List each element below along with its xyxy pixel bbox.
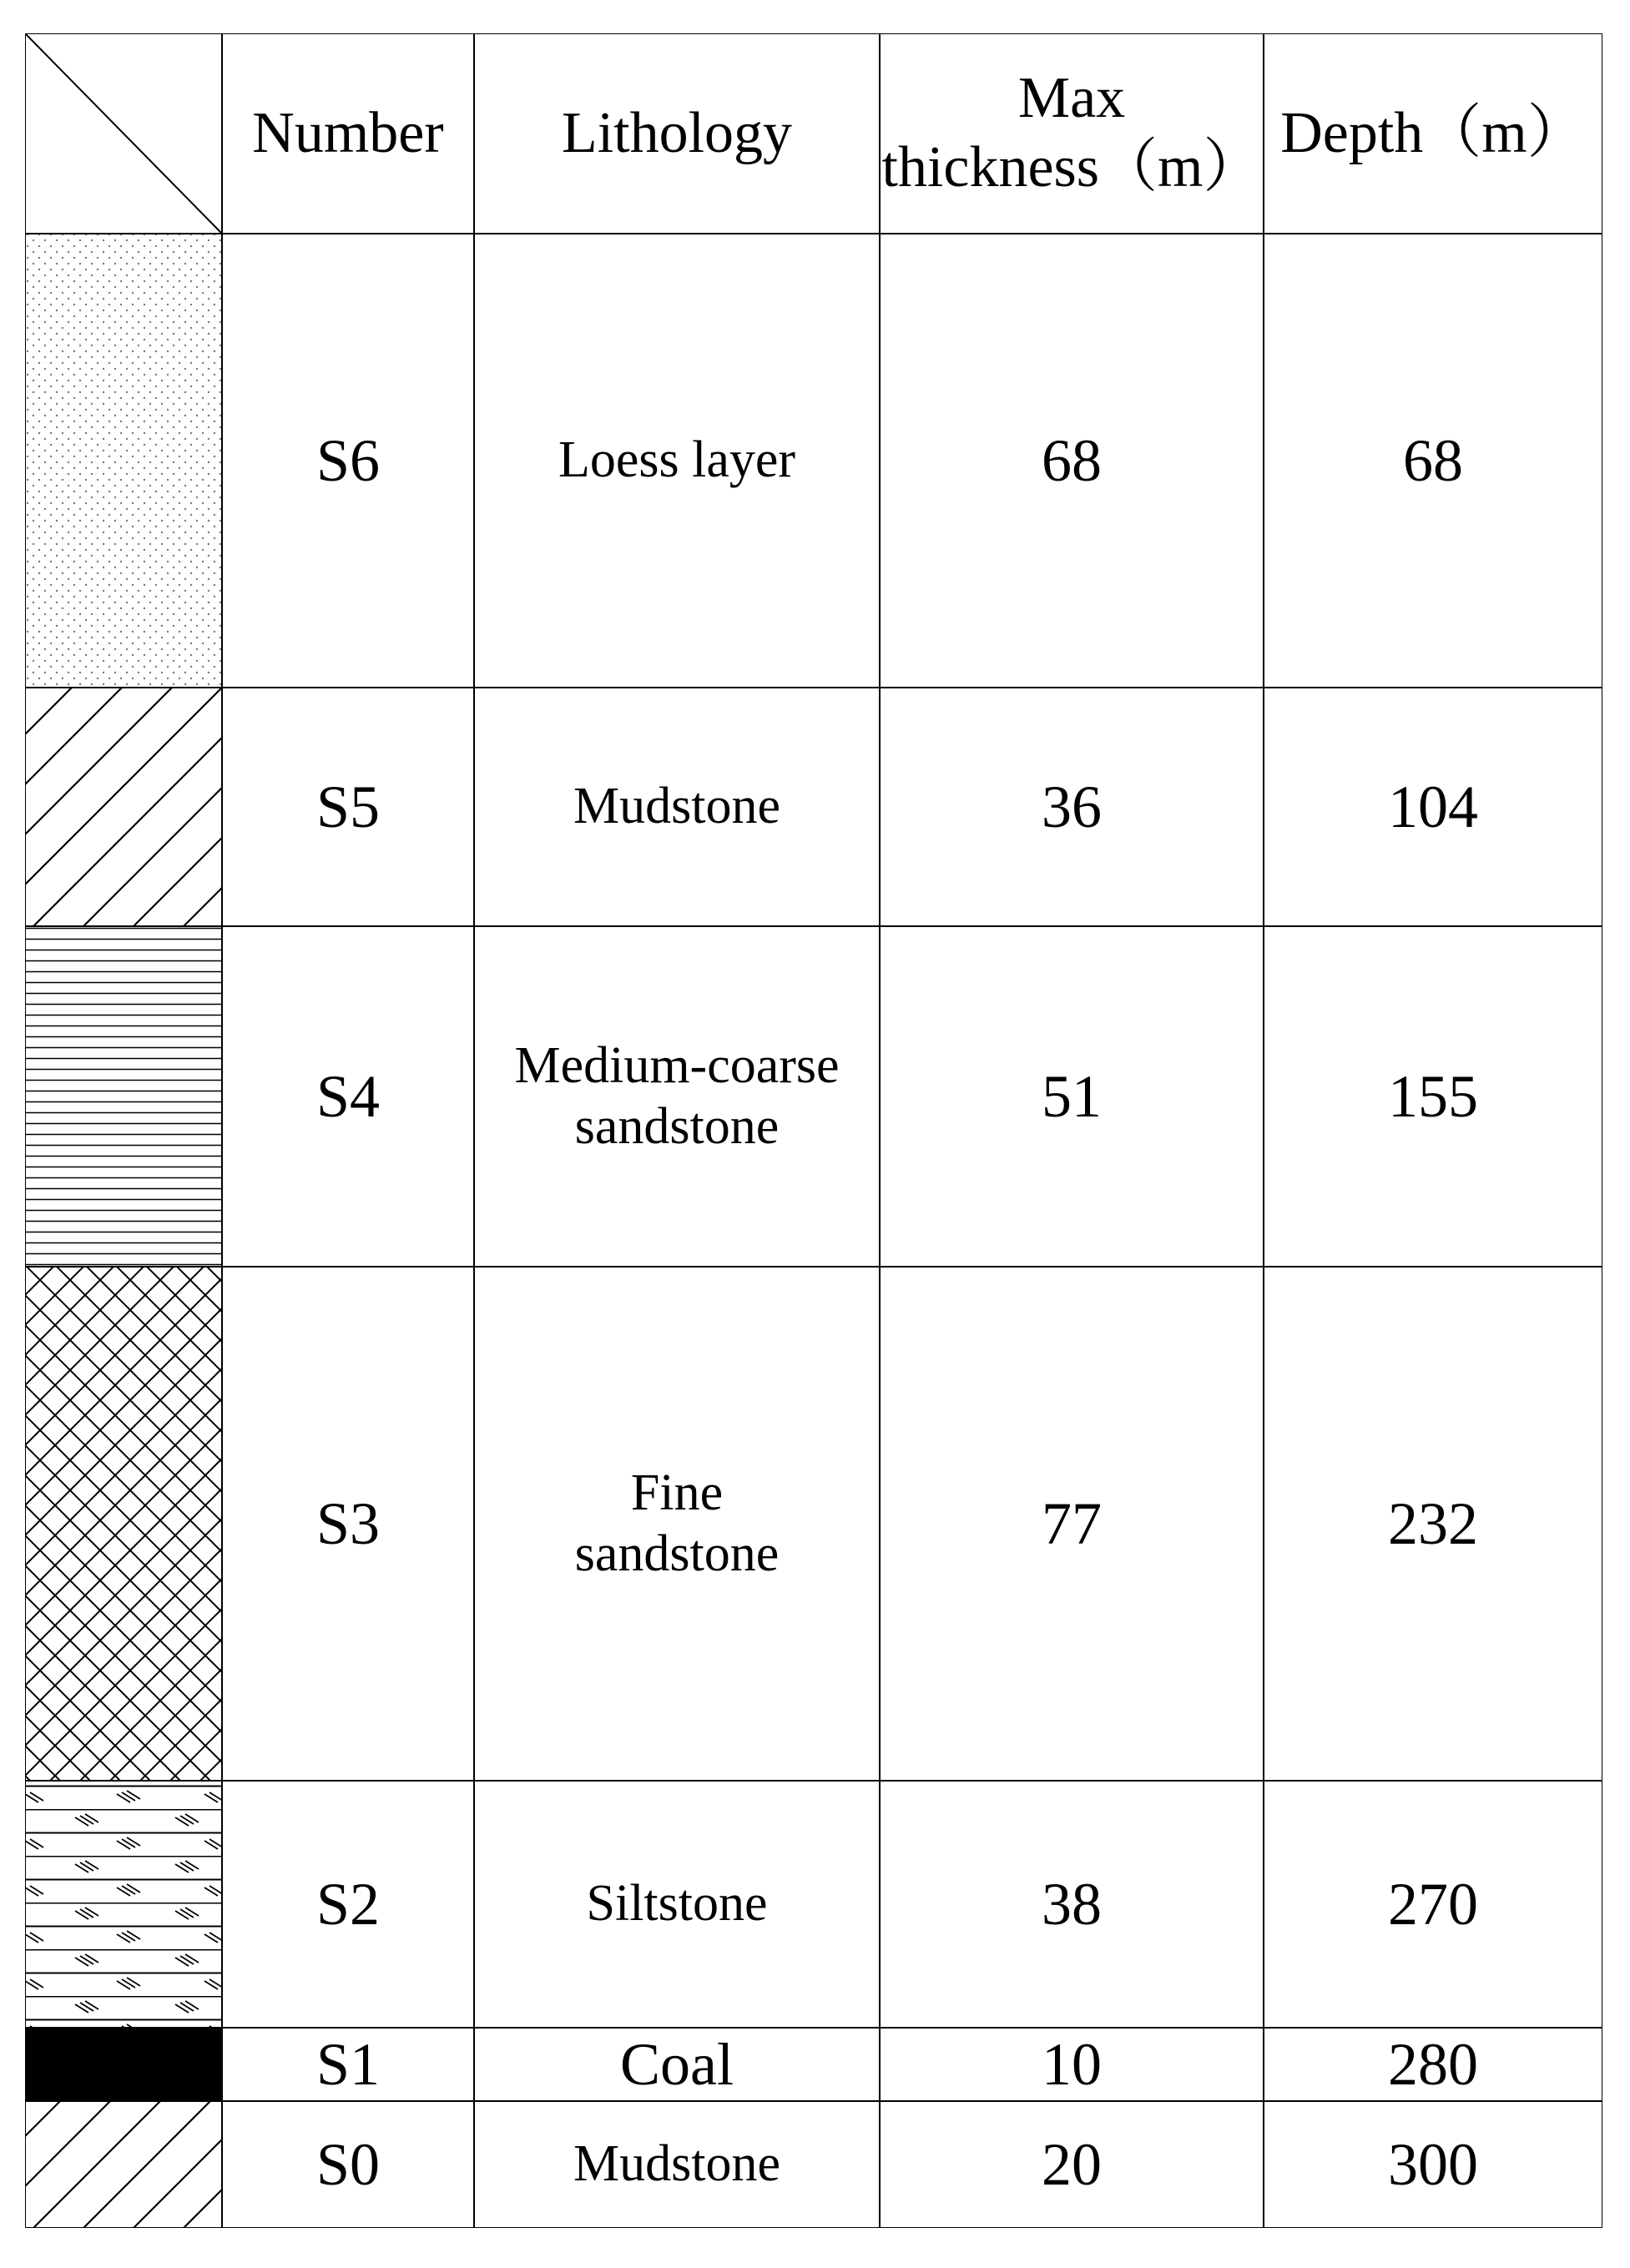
lithology-pattern-s1 xyxy=(25,2028,222,2101)
lithology-pattern-s5 xyxy=(25,688,222,926)
row-max-thickness: 20 xyxy=(1042,2130,1102,2198)
row-max-thickness: 68 xyxy=(1042,426,1102,494)
row-lithology: Fine sandstone xyxy=(574,1464,780,1582)
row-number: S4 xyxy=(315,1062,381,1130)
row-lithology: Siltstone xyxy=(586,1875,768,1933)
lithology-pattern-s0 xyxy=(25,2101,222,2228)
header-depth: Depth（m） xyxy=(1280,100,1586,165)
row-depth: 270 xyxy=(1388,1870,1478,1938)
row-number: S6 xyxy=(315,426,381,494)
row-lithology: Medium-coarse sandstone xyxy=(514,1036,840,1155)
header-diagonal-line xyxy=(25,33,222,234)
row-depth: 68 xyxy=(1403,426,1463,494)
header-max-thickness: Max thickness（m） xyxy=(881,66,1262,199)
row-max-thickness: 10 xyxy=(1042,2030,1102,2098)
row-max-thickness: 51 xyxy=(1042,1062,1102,1130)
row-number: S3 xyxy=(315,1489,381,1557)
row-max-thickness: 36 xyxy=(1042,773,1102,840)
row-lithology: Coal xyxy=(620,2030,734,2098)
row-lithology: Mudstone xyxy=(573,778,780,835)
row-lithology: Loess layer xyxy=(558,431,796,489)
row-depth: 300 xyxy=(1388,2130,1478,2198)
header-lithology: Lithology xyxy=(561,100,793,165)
row-lithology: Mudstone xyxy=(573,2135,780,2193)
lithology-pattern-s3 xyxy=(25,1267,222,1781)
lithology-pattern-s2 xyxy=(25,1781,222,2028)
row-number: S2 xyxy=(315,1870,381,1938)
header-number: Number xyxy=(252,100,444,165)
row-max-thickness: 38 xyxy=(1042,1870,1102,1938)
row-number: S1 xyxy=(315,2030,381,2098)
row-depth: 280 xyxy=(1388,2030,1478,2098)
row-number: S5 xyxy=(315,773,381,840)
row-max-thickness: 77 xyxy=(1042,1489,1102,1557)
row-depth: 232 xyxy=(1388,1489,1478,1557)
lithology-pattern-s4 xyxy=(25,926,222,1267)
row-depth: 104 xyxy=(1388,773,1478,840)
row-number: S0 xyxy=(315,2130,381,2198)
lithology-pattern-s6 xyxy=(25,234,222,688)
row-depth: 155 xyxy=(1388,1062,1478,1130)
stratigraphy-table xyxy=(25,33,1602,2228)
